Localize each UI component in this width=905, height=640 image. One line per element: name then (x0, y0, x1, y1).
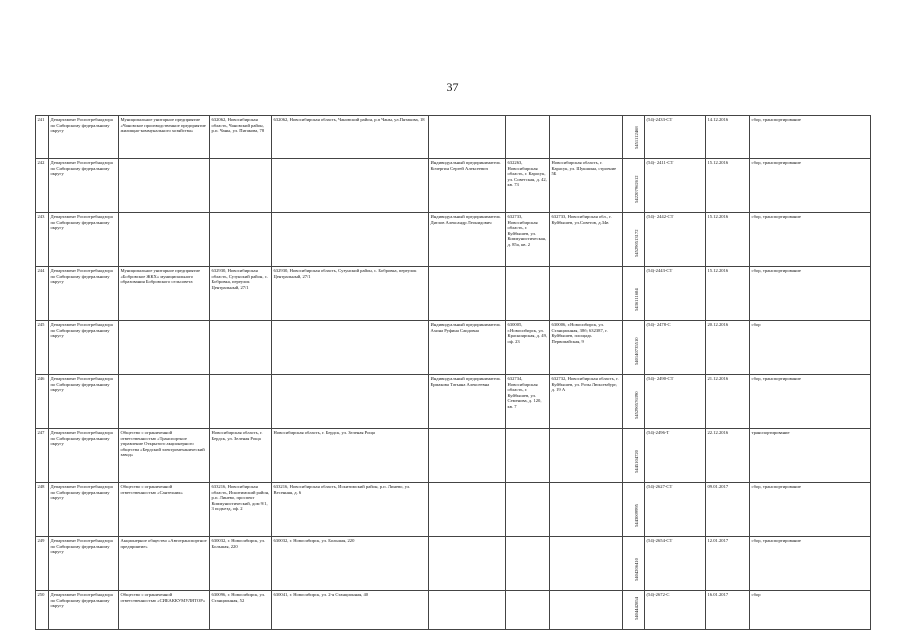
inn-value: 540140735510 (633, 337, 639, 366)
activity-address (272, 375, 429, 429)
table-row (36, 429, 871, 483)
entrepreneur-activity-address (550, 116, 623, 159)
license-number: (54)-2672-С (645, 591, 706, 630)
license-date: 20.12.2016 (706, 321, 750, 375)
activity-type: сбор, транспортирование (750, 116, 871, 159)
company-name (119, 213, 210, 267)
activity-type: транспортирование (750, 429, 871, 483)
authority-name: Департамент Роспотребнадзора по Сибирскому федеральному округу (49, 159, 119, 213)
inn-value: 542207962612 (633, 175, 639, 204)
inn-cell (623, 159, 645, 213)
inn-cell (623, 267, 645, 321)
inn-value: 5451112468 (633, 126, 639, 150)
row-number: 248 (36, 483, 49, 537)
company-address: 632930, Новосибирская область, Сузунский район, с. Бобровка, переулок Центральный, 27/1 (210, 267, 272, 321)
license-date: 22.12.2016 (706, 429, 750, 483)
license-date: 09.01.2017 (706, 483, 750, 537)
table-row (36, 375, 871, 429)
company-name: Муниципальное унитарное предприятие «Бобровское ЖКХ» муниципального образования Бобровского сельсовета (119, 267, 210, 321)
entrepreneur-address (506, 483, 550, 537)
company-address: 630096, г. Новосибирск, ул. Станционная, 52 (210, 591, 272, 630)
authority-name: Департамент Роспотребнадзора по Сибирскому федеральному округу (49, 591, 119, 630)
authority-name: Департамент Роспотребнадзора по Сибирскому федеральному округу (49, 483, 119, 537)
inn-cell (623, 321, 645, 375)
license-number: (54)-2496-Т (645, 429, 706, 483)
license-number: (54)- 2490-СТ (645, 375, 706, 429)
inn-cell (623, 537, 645, 591)
entrepreneur-activity-address: Новосибирская область, г. Карасук, ул. Шукшина, строение 5Б (550, 159, 623, 213)
company-address: Новосибирская область, г. Бердск, ул. Зеленая Роща (210, 429, 272, 483)
company-name (119, 375, 210, 429)
inn-value: 5445104720 (633, 450, 639, 474)
inn-value: 5443009995 (633, 504, 639, 528)
table-row (36, 483, 871, 537)
entrepreneur-address: 632734, Новосибирская область, г. Куйбышев, ул. Семенова, д. 120, кв. 7 (506, 375, 550, 429)
license-number: (54)-2654-СТ (645, 537, 706, 591)
license-number: (54)-2433-СТ (645, 116, 706, 159)
license-number: (54)- 2411-СТ (645, 159, 706, 213)
license-date: 15.12.2016 (706, 159, 750, 213)
company-name: Акционерное общество «Автотранспортное предприятие» (119, 537, 210, 591)
row-number: 249 (36, 537, 49, 591)
entrepreneur-activity-address (550, 267, 623, 321)
activity-address: 632062, Новосибирская область, Чановский район, р.п Чаны, ул.Пятакова, 18 (272, 116, 429, 159)
company-address: 633216, Новосибирская область, Искитимский район, р.п. Линево, проспект Коммунистический, дом 9/1, 3 подъезд, оф. 2 (210, 483, 272, 537)
entrepreneur-name: Индивидуальный предприниматель Дятлов Александр Леонидович (429, 213, 506, 267)
activity-address (272, 321, 429, 375)
entrepreneur-address: 632733, Новосибирская область, г. Куйбышев, ул. Коммунистическая, д. 85а, кв. 2 (506, 213, 550, 267)
inn-cell (623, 483, 645, 537)
activity-type: сбор, транспортирование (750, 537, 871, 591)
entrepreneur-name (429, 116, 506, 159)
entrepreneur-activity-address (550, 591, 623, 630)
table-row (36, 591, 871, 630)
company-name: Общество с ограниченной ответственностью «Сантехник» (119, 483, 210, 537)
entrepreneur-name (429, 429, 506, 483)
license-date: 12.01.2017 (706, 537, 750, 591)
license-date: 14.12.2016 (706, 116, 750, 159)
entrepreneur-activity-address: 630006, г.Новосибирск, ул. Станционная, 38б; 632387, г. Куйбышев, площадь Первомайская, 9 (550, 321, 623, 375)
inn-cell (623, 375, 645, 429)
entrepreneur-address (506, 267, 550, 321)
company-address (210, 321, 272, 375)
activity-address: 630032, г. Новосибирск, ул. Большая, 220 (272, 537, 429, 591)
entrepreneur-address (506, 537, 550, 591)
row-number: 247 (36, 429, 49, 483)
page-number: 37 (446, 80, 459, 94)
inn-value: 545290576390 (633, 391, 639, 420)
authority-name: Департамент Роспотребнадзора по Сибирскому федеральному округу (49, 537, 119, 591)
license-date: 15.12.2016 (706, 267, 750, 321)
company-name: Общество с ограниченной ответственностью «СИБАККУМУЛЯТОР» (119, 591, 210, 630)
entrepreneur-activity-address (550, 537, 623, 591)
company-address: 632062, Новосибирская область, Чановский район, р.п. Чаны, ул. Пятакова, 78 (210, 116, 272, 159)
activity-type: сбор, транспортирование (750, 213, 871, 267)
authority-name: Департамент Роспотребнадзора по Сибирскому федеральному округу (49, 116, 119, 159)
activity-type: сбор (750, 321, 871, 375)
entrepreneur-name: Индивидуальный предприниматель Кочергин Сергей Алексеевич (429, 159, 506, 213)
registry-body (36, 116, 871, 630)
inn-cell (623, 116, 645, 159)
license-date: 15.12.2016 (706, 213, 750, 267)
inn-cell (623, 591, 645, 630)
authority-name: Департамент Роспотребнадзора по Сибирскому федеральному округу (49, 267, 119, 321)
activity-type: сбор (750, 591, 871, 630)
row-number: 243 (36, 213, 49, 267)
activity-address: Новосибирская область, г. Бердск, ул. Зеленая Роща (272, 429, 429, 483)
entrepreneur-name (429, 537, 506, 591)
company-name (119, 321, 210, 375)
row-number: 244 (36, 267, 49, 321)
row-number: 245 (36, 321, 49, 375)
entrepreneur-address: 632263, Новосибирская область, г. Карасук, ул. Советская, д. 42, кв. 73 (506, 159, 550, 213)
table-row (36, 213, 871, 267)
entrepreneur-activity-address (550, 429, 623, 483)
company-address: 630032, г. Новосибирск, ул. Большая, 220 (210, 537, 272, 591)
entrepreneur-activity-address: 632733, Новосибирская обл., г. Куйбышев, ул.Советов, д.34в (550, 213, 623, 267)
row-number: 250 (36, 591, 49, 630)
license-number: (54)-2627-СТ (645, 483, 706, 537)
entrepreneur-name (429, 267, 506, 321)
inn-cell (623, 213, 645, 267)
entrepreneur-activity-address: 632732, Новосибирская область, г. Куйбышев, ул. Розы Люксембург, д. 19 А (550, 375, 623, 429)
license-number: (54)-2443-СТ (645, 267, 706, 321)
activity-type: сбор, транспортирование (750, 375, 871, 429)
inn-value: 5404206410 (633, 558, 639, 582)
company-address (210, 213, 272, 267)
license-date: 16.01.2017 (706, 591, 750, 630)
entrepreneur-name: Индивидуальный предприниматель Ермакова Татьяна Алексеевна (429, 375, 506, 429)
entrepreneur-name (429, 591, 506, 630)
table-row (36, 159, 871, 213)
row-number: 246 (36, 375, 49, 429)
activity-address: 633216, Новосибирская область, Искитимский район, р.п. Линево, ул. Весенняя, д. 6 (272, 483, 429, 537)
activity-address (272, 213, 429, 267)
row-number: 241 (36, 116, 49, 159)
entrepreneur-activity-address (550, 483, 623, 537)
inn-value: 545290513172 (633, 229, 639, 258)
entrepreneur-name (429, 483, 506, 537)
activity-type: сбор, транспортирование (750, 159, 871, 213)
entrepreneur-address (506, 116, 550, 159)
activity-address: 630041, г. Новосибирск, ул. 2-я Станционная, 40 (272, 591, 429, 630)
inn-value: 5436111684 (633, 288, 639, 312)
entrepreneur-address (506, 591, 550, 630)
table-row (36, 267, 871, 321)
company-name (119, 159, 210, 213)
entrepreneur-name: Индивидуальный предприниматель Ахина Руфина Саидовна (429, 321, 506, 375)
inn-value: 5404442854 (633, 597, 639, 621)
authority-name: Департамент Роспотребнадзора по Сибирскому федеральному округу (49, 213, 119, 267)
entrepreneur-address: 630005, г.Новосибирск, ул. Красноярская, д. 49, оф. 23 (506, 321, 550, 375)
authority-name: Департамент Роспотребнадзора по Сибирскому федеральному округу (49, 375, 119, 429)
license-date: 21.12.2016 (706, 375, 750, 429)
activity-address (272, 159, 429, 213)
license-number: (54)- 2442-СТ (645, 213, 706, 267)
authority-name: Департамент Роспотребнадзора по Сибирскому федеральному округу (49, 429, 119, 483)
row-number: 242 (36, 159, 49, 213)
activity-type: сбор, транспортирование (750, 267, 871, 321)
license-number: (54)- 2478-С (645, 321, 706, 375)
company-name: Общество с ограниченной ответственностью «Транспортное управление Открытого акционерного общества «Бердский электромеханический завод» (119, 429, 210, 483)
company-name: Муниципальное унитарное предприятие «Чановское производственное предприятие жилищно-коммунального хозяйства» (119, 116, 210, 159)
table-row (36, 321, 871, 375)
entrepreneur-address (506, 429, 550, 483)
table-row (36, 116, 871, 159)
company-address (210, 375, 272, 429)
table-row (36, 537, 871, 591)
inn-cell (623, 429, 645, 483)
license-registry-table (35, 115, 871, 630)
activity-address: 632930, Новосибирская область, Сузунский район, с. Бобровка, переулок Центральный, 27/1 (272, 267, 429, 321)
activity-type: сбор, транспортирование (750, 483, 871, 537)
company-address (210, 159, 272, 213)
authority-name: Департамент Роспотребнадзора по Сибирскому федеральному округу (49, 321, 119, 375)
